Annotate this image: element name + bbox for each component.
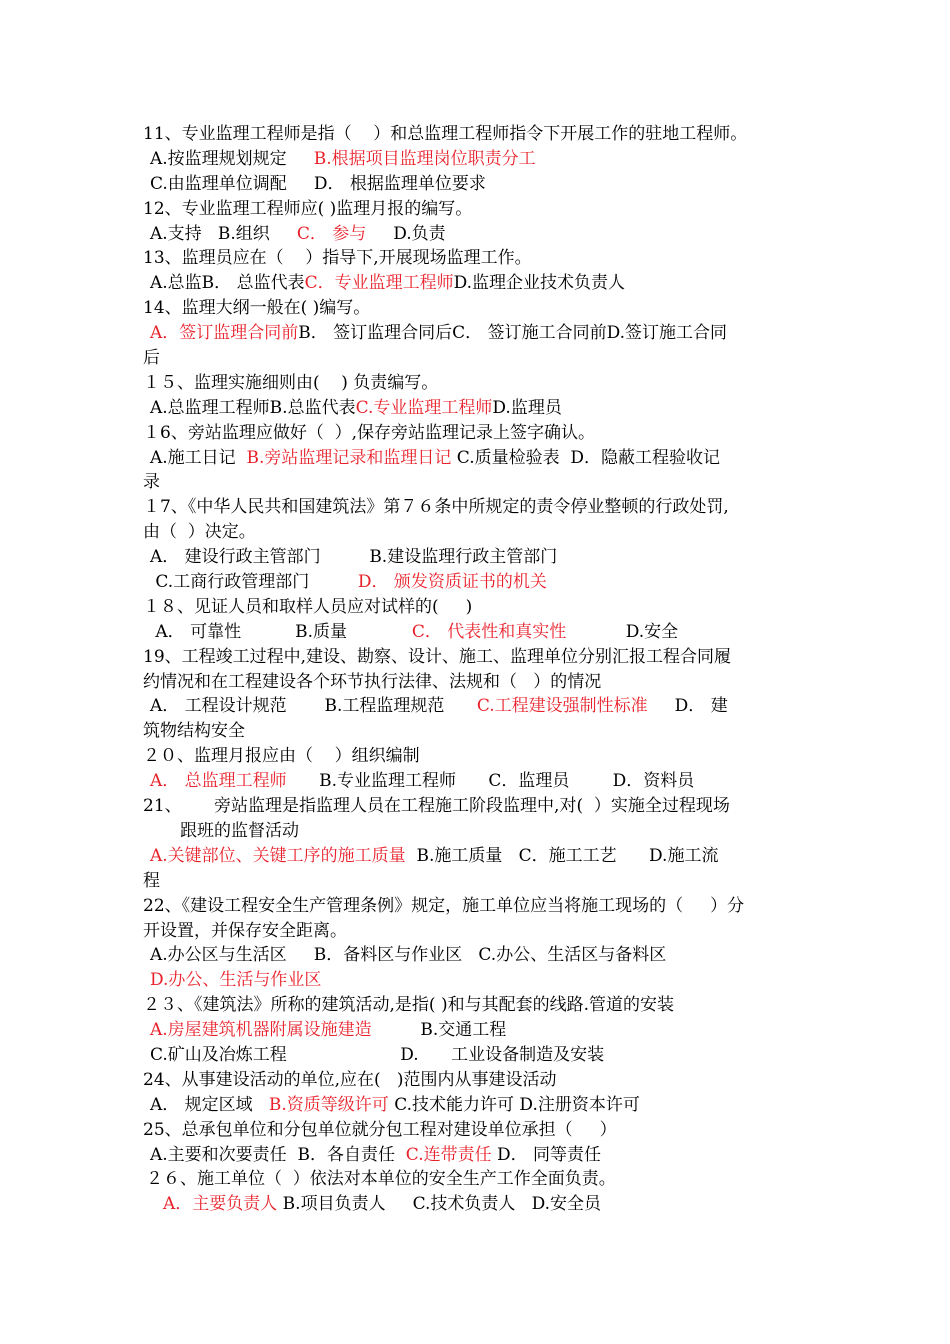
question-text: １7、《中华人民共和国建筑法》第７６条中所规定的责令停业整顿的行政处罚,	[143, 497, 729, 518]
document-line	[0, 645, 950, 670]
document-line	[0, 1167, 950, 1192]
question-text: １５、监理实施细则由( ) 负责编写。	[143, 372, 439, 393]
question-text: 21、 旁站监理是指监理人员在工程施工阶段监理中,对( ）实施全过程现场	[143, 796, 730, 817]
answer-text: C.工程建设强制性标准	[476, 696, 648, 717]
document-line	[0, 520, 950, 545]
question-text: 跟班的监督活动	[180, 820, 299, 841]
question-text: A． 工程设计规范 B.工程监理规范	[150, 696, 477, 717]
answer-text: B.根据项目监理岗位职责分工	[313, 148, 536, 169]
document-line	[0, 222, 950, 247]
question-text: 录	[143, 472, 160, 493]
question-text: D． 建	[647, 696, 728, 717]
question-text: １6、旁站监理应做好（ ）,保存旁站监理记录上签字确认。	[143, 422, 596, 443]
question-text: 14、监理大纲一般在( )编写。	[143, 298, 371, 319]
question-text: A.按监理规划规定	[150, 148, 314, 169]
document-line	[0, 769, 950, 794]
document-line	[0, 446, 950, 471]
question-text: D.负责	[366, 223, 446, 244]
answer-text: D． 颁发资质证书的机关	[357, 572, 547, 593]
document-line	[0, 172, 950, 197]
question-text: C.质量检验表 D．隐蔽工程验收记	[451, 447, 721, 468]
document-line	[0, 670, 950, 695]
question-text: ２０、监理月报应由（ ）组织编制	[143, 746, 420, 767]
question-text: B.项目负责人 C.技术负责人 D.安全员	[277, 1194, 602, 1215]
question-text: B.交通工程	[371, 1020, 507, 1041]
answer-text: A.关键部位、关键工序的施工质量	[150, 845, 406, 866]
question-text: 25、总承包单位和分包单位就分包工程对建设单位承担（ ）	[143, 1119, 617, 1140]
answer-text: B.资质等级许可	[268, 1094, 389, 1115]
question-text: ２６、施工单位（ ）依法对本单位的安全生产工作全面负责。	[146, 1169, 616, 1190]
answer-text: A． 总监理工程师	[150, 771, 287, 792]
document-line	[0, 1118, 950, 1143]
document-line	[0, 719, 950, 744]
answer-text: A.房屋建筑机器附属设施建造	[150, 1020, 372, 1041]
question-text: 后	[143, 348, 160, 369]
document-line	[0, 844, 950, 869]
question-text: B.施工质量 C．施工工艺 D.施工流	[405, 845, 719, 866]
document-line	[0, 396, 950, 421]
document-line	[0, 595, 950, 620]
document-line	[0, 993, 950, 1018]
document-line	[0, 545, 950, 570]
document-line	[0, 147, 950, 172]
question-text: 程	[143, 870, 160, 891]
question-text: A． 规定区域	[150, 1094, 269, 1115]
document-line	[0, 819, 950, 844]
document-line	[0, 570, 950, 595]
question-text: 19、工程竣工过程中,建设、勘察、设计、施工、监理单位分别汇报工程合同履	[143, 646, 732, 667]
question-text: 由（ ）决定。	[143, 522, 256, 543]
document-line	[0, 620, 950, 645]
question-text: A． 可靠性 B.质量	[150, 621, 412, 642]
question-text: A.总监B． 总监代表	[150, 273, 305, 294]
question-text: C.工商行政管理部门	[150, 572, 358, 593]
question-text: B.专业监理工程师 C．监理员 D．资料员	[286, 771, 695, 792]
document-line	[0, 271, 950, 296]
exam-document	[0, 122, 950, 1217]
question-text: D． 同等责任	[491, 1144, 602, 1165]
answer-text: A．签订监理合同前	[150, 323, 299, 344]
answer-text: B.旁站监理记录和监理日记	[246, 447, 452, 468]
document-line	[0, 122, 950, 147]
question-text: 11、专业监理工程师是指（ ）和总监理工程师指令下开展工作的驻地工程师。	[143, 124, 748, 144]
document-line	[0, 1192, 950, 1217]
document-line	[0, 246, 950, 271]
question-text: A． 建设行政主管部门 B.建设监理行政主管部门	[150, 547, 558, 568]
question-text: 24、从事建设活动的单位,应在( )范围内从事建设活动	[143, 1069, 557, 1090]
question-text: 22、《建设工程安全生产管理条例》规定，施工单位应当将施工现场的（ ）分	[143, 895, 745, 916]
question-text: 开设置，并保存安全距离。	[143, 920, 347, 941]
question-text: D.监理员	[492, 397, 562, 418]
document-line	[0, 1068, 950, 1093]
document-line	[0, 1143, 950, 1168]
question-text: A.施工日记	[150, 447, 247, 468]
document-line	[0, 919, 950, 944]
question-text: 约情况和在工程建设各个环节执行法律、法规和（ ）的情况	[143, 671, 602, 692]
answer-text: A．主要负责人	[163, 1194, 278, 1215]
document-line	[0, 371, 950, 396]
question-text: B． 签订监理合同后C． 签订施工合同前D.签订施工合同	[298, 323, 728, 344]
question-text: １８、见证人员和取样人员应对试样的( )	[143, 596, 473, 617]
document-line	[0, 894, 950, 919]
question-text: 12、专业监理工程师应( )监理月报的编写。	[143, 198, 473, 219]
document-line	[0, 346, 950, 371]
answer-text: C.连带责任	[405, 1144, 492, 1165]
document-line	[0, 470, 950, 495]
document-line	[0, 1043, 950, 1068]
document-line	[0, 694, 950, 719]
question-text: 筑物结构安全	[143, 721, 245, 742]
question-text: A.支持 B.组织	[150, 223, 297, 244]
question-text: C.由监理单位调配 D． 根据监理单位要求	[150, 173, 486, 194]
answer-text: D.办公、生活与作业区	[150, 970, 322, 991]
document-line	[0, 296, 950, 321]
document-line	[0, 495, 950, 520]
document-line	[0, 1093, 950, 1118]
question-text: 13、监理员应在（ ）指导下,开展现场监理工作。	[143, 248, 532, 269]
question-text: ２３、《建筑法》所称的建筑活动,是指( )和与其配套的线路.管道的安装	[143, 995, 674, 1016]
document-line	[0, 744, 950, 769]
answer-text: C． 代表性和真实性	[411, 621, 567, 642]
question-text: C.矿山及冶炼工程 D. 工业设备制造及安装	[150, 1044, 605, 1065]
question-text: C.技术能力许可 D.注册资本许可	[388, 1094, 640, 1115]
question-text: A.总监理工程师B.总监代表	[150, 397, 356, 418]
answer-text: C.专业监理工程师	[355, 397, 493, 418]
answer-text: C． 参与	[296, 223, 367, 244]
question-text: A.办公区与生活区 B．备料区与作业区 C.办公、生活区与备料区	[150, 945, 667, 966]
question-text: A.主要和次要责任 B．各自责任	[150, 1144, 406, 1165]
document-line	[0, 968, 950, 993]
answer-text: C．专业监理工程师	[304, 273, 454, 294]
document-line	[0, 421, 950, 446]
document-line	[0, 321, 950, 346]
document-line	[0, 943, 950, 968]
question-text: D.安全	[566, 621, 679, 642]
question-text: D.监理企业技术负责人	[453, 273, 626, 294]
document-line	[0, 869, 950, 894]
document-line	[0, 1018, 950, 1043]
document-line	[0, 197, 950, 222]
document-line	[0, 794, 950, 819]
